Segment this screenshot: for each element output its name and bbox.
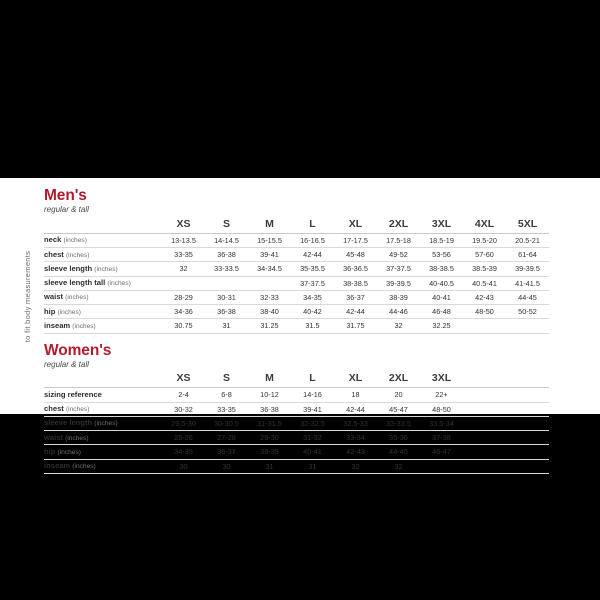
row-label-text: sizing reference <box>44 389 102 399</box>
cell: 57-60 <box>475 250 494 260</box>
cell-empty <box>506 459 549 473</box>
table-row <box>44 276 549 290</box>
cell <box>420 459 463 473</box>
size-chart-card <box>0 178 600 471</box>
mens-row-label-inseam <box>44 319 162 333</box>
cell-empty <box>463 388 506 402</box>
cell: 31 <box>222 321 231 331</box>
cell: 33-33.5 <box>214 264 239 274</box>
mens-row-label-sleeve-length-tall <box>44 276 162 290</box>
mens-col-xl: XL <box>348 217 363 230</box>
cell: 40-40.5 <box>429 278 454 288</box>
mens-col-2xl: 2XL <box>388 217 409 230</box>
cell: 44-46 <box>389 307 408 317</box>
cell: 31 <box>265 461 274 471</box>
mens-block <box>44 188 564 334</box>
cell <box>248 276 291 290</box>
table-row <box>44 388 549 402</box>
cell: 34-35 <box>174 447 193 457</box>
cell: 30-30.5 <box>214 418 239 428</box>
mens-header-row <box>44 216 549 233</box>
cell: 39-39.5 <box>386 278 411 288</box>
cell: 35-36 <box>389 433 408 443</box>
cell: 44-45 <box>518 292 537 302</box>
cell: 25-26 <box>174 433 193 443</box>
cell: 42-44 <box>346 307 365 317</box>
row-label-text: hip <box>44 306 56 316</box>
womens-row-label-hip <box>44 445 162 459</box>
table-row <box>44 290 549 304</box>
row-label-unit: (inches) <box>65 294 89 302</box>
row-label-unit: (inches) <box>107 280 131 288</box>
cell: 48-50 <box>432 404 451 414</box>
cell: 42-44 <box>346 404 365 414</box>
cell: 10-12 <box>260 390 279 400</box>
cell: 14-16 <box>303 390 322 400</box>
mens-row-label-hip <box>44 305 162 319</box>
cell: 39-41 <box>303 404 322 414</box>
mens-col-xs: XS <box>176 217 191 230</box>
cell: 50-52 <box>518 307 537 317</box>
cell <box>162 276 205 290</box>
cell: 40-42 <box>303 307 322 317</box>
cell: 30-32 <box>174 404 193 414</box>
womens-col-s: S <box>222 372 230 385</box>
cell: 41-41.5 <box>515 278 540 288</box>
cell: 32-33 <box>260 292 279 302</box>
cell-empty <box>506 445 549 459</box>
mens-title: Men's <box>44 187 87 204</box>
table-row <box>44 402 549 416</box>
cell: 6-8 <box>221 390 232 400</box>
cell: 39-39.5 <box>515 264 540 274</box>
cell: 40-41 <box>303 447 322 457</box>
womens-row-label-chest <box>44 402 162 416</box>
cell: 2-4 <box>178 390 189 400</box>
row-label-unit: (inches) <box>72 463 96 471</box>
cell: 36-38 <box>260 404 279 414</box>
cell: 33-33.5 <box>386 418 411 428</box>
cell: 14-14.5 <box>214 235 239 245</box>
cell: 31-32 <box>303 433 322 443</box>
cell: 34-35 <box>303 292 322 302</box>
cell-empty <box>506 402 549 416</box>
mens-col-4xl: 4XL <box>474 217 495 230</box>
cell: 38-39 <box>260 447 279 457</box>
cell: 20.5-21 <box>515 235 540 245</box>
mens-row-label-chest <box>44 248 162 262</box>
cell: 32 <box>394 321 403 331</box>
cell: 38-40 <box>260 307 279 317</box>
cell: 53-56 <box>432 250 451 260</box>
side-label <box>18 178 38 414</box>
cell: 18.5-19 <box>429 235 454 245</box>
cell: 20 <box>394 390 403 400</box>
cell: 32.25 <box>432 321 451 331</box>
cell: 17.5-18 <box>386 235 411 245</box>
cell: 22+ <box>435 390 448 400</box>
row-label-unit: (inches) <box>63 237 87 245</box>
row-label-unit: (inches) <box>72 322 96 330</box>
cell: 13-13.5 <box>171 235 196 245</box>
cell: 38-38.5 <box>429 264 454 274</box>
cell: 32-32.5 <box>300 418 325 428</box>
cell: 37-37.5 <box>386 264 411 274</box>
table-row <box>44 262 549 276</box>
row-label-text: waist <box>44 432 63 442</box>
womens-size-table <box>44 371 549 474</box>
chart-content <box>44 188 564 474</box>
cell: 36-37 <box>217 447 236 457</box>
mens-col-3xl: 3XL <box>431 217 452 230</box>
table-row <box>44 248 549 262</box>
cell: 30 <box>179 461 188 471</box>
cell: 38.5-39 <box>472 264 497 274</box>
womens-row-label-sizing-reference <box>44 388 162 402</box>
mens-size-table <box>44 216 549 333</box>
cell: 19.5-20 <box>472 235 497 245</box>
cell: 32 <box>394 461 403 471</box>
cell: 36-38 <box>217 250 236 260</box>
cell-empty <box>506 431 549 445</box>
cell: 42-44 <box>303 250 322 260</box>
cell: 37-38 <box>432 433 451 443</box>
row-label-text: sleeve length tall <box>44 278 106 288</box>
mens-row-label-sleeve-length <box>44 262 162 276</box>
cell: 30-31 <box>217 292 236 302</box>
row-label-text: chest <box>44 404 64 414</box>
mens-col-l: L <box>309 217 316 230</box>
table-row <box>44 416 549 430</box>
row-label-unit: (inches) <box>94 265 118 273</box>
cell: 32 <box>179 264 188 274</box>
cell: 16-16.5 <box>300 235 325 245</box>
cell <box>506 319 549 333</box>
cell: 17-17.5 <box>343 235 368 245</box>
cell-empty <box>463 431 506 445</box>
cell: 36-36.5 <box>343 264 368 274</box>
cell-empty <box>506 388 549 402</box>
cell-empty <box>463 445 506 459</box>
womens-col-m: M <box>265 372 274 385</box>
cell: 28-29 <box>174 292 193 302</box>
womens-row-label-waist <box>44 431 162 445</box>
cell-empty <box>506 416 549 430</box>
cell: 45-48 <box>346 250 365 260</box>
cell: 31.75 <box>346 321 365 331</box>
cell: 45-47 <box>389 404 408 414</box>
cell: 44-45 <box>389 447 408 457</box>
cell: 42-43 <box>346 447 365 457</box>
cell <box>463 319 506 333</box>
cell: 30 <box>222 461 231 471</box>
mens-col-s: S <box>222 217 230 230</box>
cell: 39-41 <box>260 250 279 260</box>
cell: 33.5-34 <box>429 418 454 428</box>
row-label-unit: (inches) <box>65 251 90 259</box>
womens-row-label-inseam <box>44 459 162 473</box>
cell: 61-64 <box>518 250 537 260</box>
womens-block <box>44 343 564 474</box>
cell-empty <box>463 459 506 473</box>
cell: 36-37 <box>346 292 365 302</box>
table-row <box>44 305 549 319</box>
cell: 33-34 <box>346 433 365 443</box>
womens-col-xl: XL <box>348 372 363 385</box>
cell-empty <box>463 402 506 416</box>
cell: 38-38.5 <box>343 278 368 288</box>
cell: 32.5-33 <box>343 418 368 428</box>
cell: 30.75 <box>174 321 193 331</box>
cell: 18 <box>351 390 360 400</box>
mens-col-5xl: 5XL <box>517 217 538 230</box>
womens-col-l: L <box>309 372 316 385</box>
womens-row-label-sleeve-length <box>44 416 162 430</box>
row-label-text: neck <box>44 235 62 245</box>
womens-col-3xl: 3XL <box>431 372 452 385</box>
cell: 29-30 <box>260 433 279 443</box>
mens-header-blank <box>44 216 162 233</box>
table-row <box>44 233 549 247</box>
womens-header-row <box>44 371 549 388</box>
cell: 33-35 <box>217 404 236 414</box>
row-label-text: hip <box>44 446 56 456</box>
row-label-unit: (inches) <box>57 308 81 316</box>
cell: 40.5-41 <box>472 278 497 288</box>
cell: 32 <box>351 461 360 471</box>
row-label-text: inseam <box>44 461 71 471</box>
row-label-unit: (inches) <box>94 420 118 428</box>
row-label-unit: (inches) <box>65 434 89 442</box>
cell: 40-41 <box>432 292 451 302</box>
cell: 35-35.5 <box>300 264 325 274</box>
cell <box>205 276 248 290</box>
table-row <box>44 445 549 459</box>
table-row <box>44 319 549 333</box>
cell: 37-37.5 <box>300 278 325 288</box>
cell: 36-38 <box>217 307 236 317</box>
womens-header-blank <box>44 371 162 388</box>
mens-row-label-neck <box>44 233 162 247</box>
table-row <box>44 431 549 445</box>
cell: 29.5-30 <box>171 418 196 428</box>
cell: 48-50 <box>475 307 494 317</box>
row-label-text: chest <box>44 249 64 259</box>
cell: 38-39 <box>389 292 408 302</box>
row-label-text: waist <box>44 292 63 302</box>
cell: 49-52 <box>389 250 408 260</box>
side-label-text: to fit body measurements <box>23 250 33 342</box>
cell: 42-43 <box>475 292 494 302</box>
womens-title: Women's <box>44 341 112 359</box>
cell: 31 <box>308 461 317 471</box>
mens-row-label-waist <box>44 290 162 304</box>
row-label-text: inseam <box>44 320 71 330</box>
row-label-unit: (inches) <box>57 448 81 456</box>
row-label-unit: (inches) <box>65 406 90 414</box>
womens-col-spacer-1 <box>463 371 506 388</box>
cell: 34-36 <box>174 307 193 317</box>
cell: 31.25 <box>260 321 279 331</box>
row-label-text: sleeve length <box>44 263 93 273</box>
womens-subtitle: regular & tall <box>44 359 89 369</box>
cell: 46-48 <box>432 307 451 317</box>
cell: 15-15.5 <box>257 235 282 245</box>
cell: 31-31.5 <box>257 418 282 428</box>
cell: 27-28 <box>217 433 236 443</box>
row-label-text: sleeve length <box>44 418 93 428</box>
cell-empty <box>463 416 506 430</box>
womens-col-spacer-2 <box>506 371 549 388</box>
cell: 31.5 <box>305 321 320 331</box>
womens-col-xs: XS <box>176 372 191 385</box>
cell: 34-34.5 <box>257 264 282 274</box>
table-row <box>44 459 549 473</box>
mens-subtitle: regular & tall <box>44 205 89 215</box>
mens-col-m: M <box>265 217 274 230</box>
cell: 46-47 <box>432 447 451 457</box>
womens-col-2xl: 2XL <box>388 372 409 385</box>
cell: 33-35 <box>174 250 193 260</box>
